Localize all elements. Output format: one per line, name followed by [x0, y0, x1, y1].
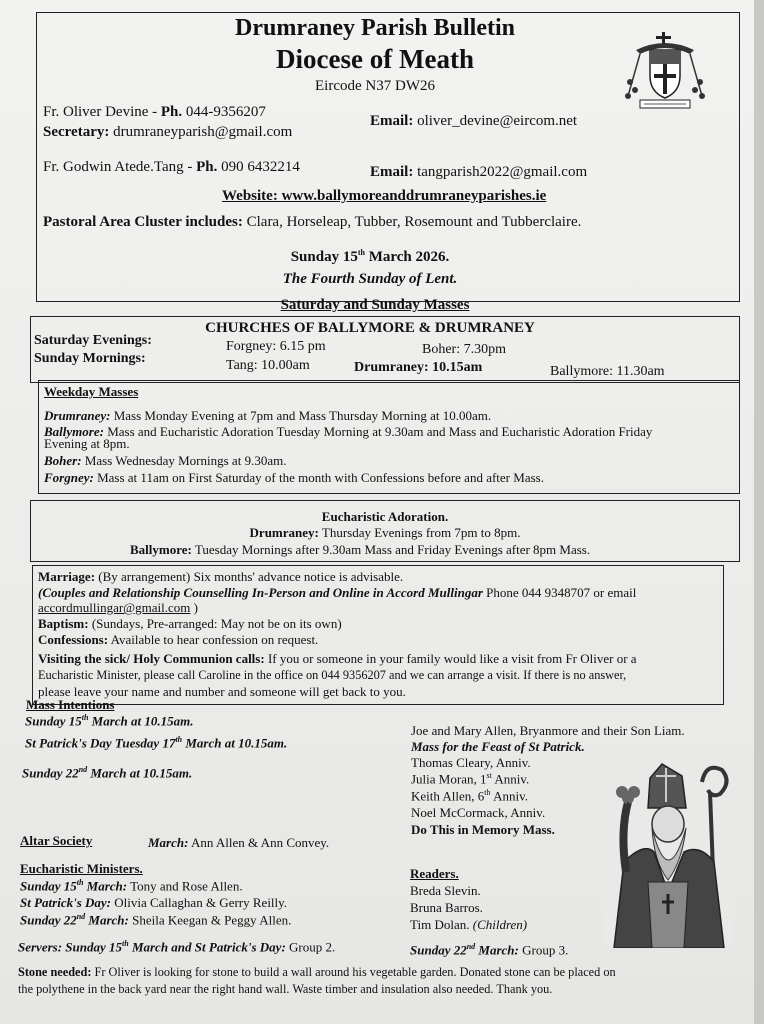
intention-date-stpatrick-end: March at 10.15am.: [182, 735, 288, 751]
stone-notice-line-1: [18, 965, 616, 980]
priest-2-phone-label: Ph.: [196, 159, 222, 175]
date-text: Sunday 15: [290, 249, 358, 265]
ministers-line-3-date: Sunday 22: [20, 912, 77, 928]
ministers-line-3: [20, 912, 291, 928]
readers-sunday22-group: Group 3.: [518, 942, 569, 958]
intention-date-stpatrick: [25, 735, 287, 751]
intention-6: Noel McCormack, Anniv.: [411, 805, 546, 820]
ministers-line-3-month: March:: [85, 912, 129, 928]
accord-email-line: [38, 600, 198, 616]
intention-5-end: Anniv.: [490, 788, 528, 804]
stone-notice-text: Fr Oliver is looking for stone to build a wall around his vegetable garden. Donated stone can be placed on: [91, 965, 616, 979]
intention-4-sup: st: [486, 771, 492, 780]
weekend-masses-heading: Saturday and Sunday Masses: [280, 297, 470, 313]
intentions-heading: Mass Intentions: [26, 697, 115, 712]
priest-2-email-line: [370, 164, 587, 181]
churches-heading: CHURCHES OF BALLYMORE & DRUMRANEY: [205, 320, 535, 336]
baptism-text: (Sundays, Pre-arranged: May not be on its own): [88, 616, 342, 631]
priest-2-email[interactable]: tangparish2022@gmail.com: [417, 164, 588, 180]
accord-email-link[interactable]: accordmullingar@gmail.com: [38, 600, 191, 615]
intention-date-sun22: [22, 765, 192, 781]
baptism-line: [38, 616, 342, 632]
intention-2: Mass for the Feast of St Patrick.: [411, 739, 585, 754]
adoration-ballymore-text: Tuesday Mornings after 9.30am Mass and Friday Evenings after 8pm Mass.: [191, 542, 591, 557]
date-text-end: March 2026.: [364, 249, 450, 265]
counselling-phone: Phone 044 9348707 or email: [482, 585, 637, 600]
intention-date-sun22-end: March at 10.15am.: [87, 765, 193, 781]
confessions-line: [38, 632, 318, 648]
eircode: Eircode N37 DW26: [315, 78, 435, 94]
priest-2-email-label: Email:: [370, 164, 418, 180]
saturday-label: Saturday Evenings:: [34, 333, 152, 348]
priest-1-phone-label: Ph.: [160, 104, 186, 120]
weekday-ballymore-cont: Evening at 8pm.: [44, 436, 130, 451]
intention-5-sup: th: [484, 788, 491, 797]
weekday-drumraney-label: Drumraney:: [44, 408, 111, 423]
intention-5-text: Keith Allen, 6: [411, 788, 485, 804]
intention-date-sun15-text: Sunday 15: [25, 713, 82, 729]
altar-society-label: Altar Society: [20, 833, 93, 848]
intention-4-text: Julia Moran, 1: [411, 771, 487, 787]
marriage-label: Marriage:: [38, 569, 96, 584]
reader-1: Breda Slevin.: [410, 883, 481, 898]
drumraney-time: Drumraney: 10.15am: [354, 360, 483, 375]
diocese-crest-icon: [622, 30, 708, 110]
intention-date-stpatrick-sup: th: [175, 735, 183, 744]
ministers-line-1-sup: th: [76, 878, 84, 887]
visiting-text-1: If you or someone in your family would like a visit from Fr Oliver or a: [264, 651, 637, 666]
readers-sunday22-sup: nd: [466, 942, 476, 951]
ministers-line-3-sup: nd: [76, 912, 86, 921]
visiting-label: Visiting the sick/ Holy Communion calls:: [38, 651, 265, 666]
intention-7: Do This in Memory Mass.: [411, 822, 555, 837]
intention-date-sun22-sup: nd: [78, 765, 88, 774]
tang-time: Tang: 10.00am: [226, 358, 310, 373]
weekday-drumraney-text: Mass Monday Evening at 7pm and Mass Thursday Morning at 10.00am.: [110, 408, 492, 423]
servers-sup: th: [122, 939, 129, 948]
secretary-email[interactable]: drumraneyparish@gmail.com: [113, 124, 293, 140]
ministers-line-2: [20, 895, 287, 911]
confessions-label: Confessions:: [38, 632, 109, 647]
servers-line: [18, 939, 335, 955]
weekday-boher-text: Mass Wednesday Mornings at 9.30am.: [81, 453, 287, 468]
weekday-boher: [44, 453, 286, 469]
intention-date-sun15-sup: th: [81, 713, 89, 722]
sunday-label: Sunday Mornings:: [34, 351, 146, 366]
intention-date-sun15-end: March at 10.15am.: [88, 713, 194, 729]
readers-sunday22: [410, 942, 568, 958]
adoration-drumraney-label: Drumraney:: [249, 525, 319, 540]
priest-1-email-line: [370, 113, 577, 130]
website-link[interactable]: Website: www.ballymoreanddrumraneyparishes.ie: [222, 188, 547, 204]
bulletin-title: Drumraney Parish Bulletin: [235, 15, 515, 41]
secretary-line: [43, 124, 292, 141]
weekday-ballymore-text: Mass and Eucharistic Adoration Tuesday Morning at 9.30am and Mass and Eucharistic Adoration Friday: [103, 424, 653, 439]
weekday-ballymore-label: Ballymore:: [44, 424, 104, 439]
priest-1-email-label: Email:: [370, 113, 418, 129]
stone-notice-label: Stone needed:: [18, 965, 92, 979]
reader-3-note: (Children): [472, 917, 528, 932]
ministers-line-2-label: St Patrick's Day:: [20, 895, 111, 910]
adoration-drumraney: [160, 525, 610, 541]
servers-label: March and St Patrick's Day:: [128, 939, 286, 955]
altar-society-line: [148, 835, 329, 851]
secretary-label: Secretary:: [43, 124, 114, 140]
priest-2-contact: [43, 159, 300, 176]
weekday-heading: Weekday Masses: [44, 384, 139, 399]
intention-date-sun15: [25, 713, 193, 729]
bulletin-date: [200, 248, 540, 266]
adoration-ballymore-label: Ballymore:: [130, 542, 192, 557]
priest-2-name: Fr. Godwin Atede.Tang -: [43, 159, 197, 175]
ministers-line-3-names: Sheila Keegan & Peggy Allen.: [128, 912, 292, 928]
adoration-heading: Eucharistic Adoration.: [321, 509, 449, 524]
confessions-text: Available to hear confession on request.: [108, 632, 319, 647]
visiting-line-2: Eucharistic Minister, please call Caroline in the office on 044 9356207 and we can arrange a visit. If there is no answer,: [38, 668, 627, 682]
diocese-title: Diocese of Meath: [276, 44, 474, 74]
adoration-ballymore: [130, 542, 590, 558]
intention-4: [411, 771, 529, 787]
ballymore-time: Ballymore: 11.30am: [550, 364, 665, 379]
reader-3-name: Tim Dolan.: [410, 917, 473, 932]
weekday-drumraney: [44, 408, 491, 424]
ministers-line-2-names: Olivia Callaghan & Gerry Reilly.: [111, 895, 288, 910]
altar-society-names: Ann Allen & Ann Convey.: [188, 835, 330, 850]
weekday-forgney-text: Mass at 11am on First Saturday of the month with Confessions before and after Mass.: [93, 470, 544, 485]
marriage-text: (By arrangement) Six months' advance notice is advisable.: [95, 569, 404, 584]
readers-sunday22-month: March:: [475, 942, 519, 958]
forgney-time: Forgney: 6.15 pm: [226, 339, 326, 354]
altar-society-month: March:: [148, 835, 189, 850]
visiting-line-1: [38, 651, 637, 667]
priest-2-phone[interactable]: 090 6432214: [221, 159, 300, 175]
intention-date-stpatrick-text: St Patrick's Day Tuesday 17: [25, 735, 176, 751]
priest-1-contact: [43, 104, 266, 121]
weekday-forgney: [44, 470, 544, 486]
servers-date: Servers: Sunday 15: [18, 939, 123, 955]
stone-notice-line-2: the polythene in the back yard near the right hand wall. Waste timber and insulation also needed. Thank you.: [18, 982, 553, 996]
liturgical-day: The Fourth Sunday of Lent.: [282, 271, 458, 287]
page-edge: [754, 0, 764, 1024]
weekday-boher-label: Boher:: [44, 453, 82, 468]
priest-1-phone[interactable]: 044-9356207: [185, 104, 266, 120]
st-patrick-illustration-icon: [604, 762, 734, 948]
intention-date-sun22-text: Sunday 22: [22, 765, 79, 781]
cluster-line: [43, 214, 581, 231]
weekday-forgney-label: Forgney:: [44, 470, 94, 485]
cluster-list: Clara, Horseleap, Tubber, Rosemount and Tubberclaire.: [246, 214, 582, 230]
counselling-text: (Couples and Relationship Counselling In-Person and Online in Accord Mullingar: [38, 585, 483, 600]
date-sup: th: [357, 248, 365, 257]
visiting-line-3: please leave your name and number and someone will get back to you.: [38, 684, 406, 699]
priest-1-name: Fr. Oliver Devine -: [43, 104, 161, 120]
readers-sunday22-date: Sunday 22: [410, 942, 467, 958]
intention-4-end: Anniv.: [491, 771, 530, 787]
reader-3: [410, 917, 527, 933]
ministers-line-1-month: March:: [83, 878, 128, 894]
servers-group: Group 2.: [285, 939, 336, 955]
ministers-line-1: [20, 878, 243, 894]
intention-5: [411, 788, 528, 804]
reader-2: Bruna Barros.: [410, 900, 483, 915]
priest-1-email[interactable]: oliver_devine@eircom.net: [417, 113, 578, 129]
baptism-label: Baptism:: [38, 616, 89, 631]
weekday-ballymore: [44, 424, 652, 440]
intention-3: Thomas Cleary, Anniv.: [411, 755, 531, 770]
ministers-heading: Eucharistic Ministers.: [20, 861, 143, 876]
counselling-line: [38, 585, 636, 601]
cluster-label: Pastoral Area Cluster includes:: [43, 214, 247, 230]
intention-1: Joe and Mary Allen, Bryanmore and their Son Liam.: [411, 723, 685, 738]
accord-close: ): [190, 600, 198, 615]
ministers-line-1-date: Sunday 15: [20, 878, 77, 894]
adoration-drumraney-text: Thursday Evenings from 7pm to 8pm.: [318, 525, 521, 540]
readers-heading: Readers.: [410, 866, 459, 881]
boher-time: Boher: 7.30pm: [422, 342, 506, 357]
marriage-line: [38, 569, 403, 585]
ministers-line-1-names: Tony and Rose Allen.: [127, 878, 243, 894]
